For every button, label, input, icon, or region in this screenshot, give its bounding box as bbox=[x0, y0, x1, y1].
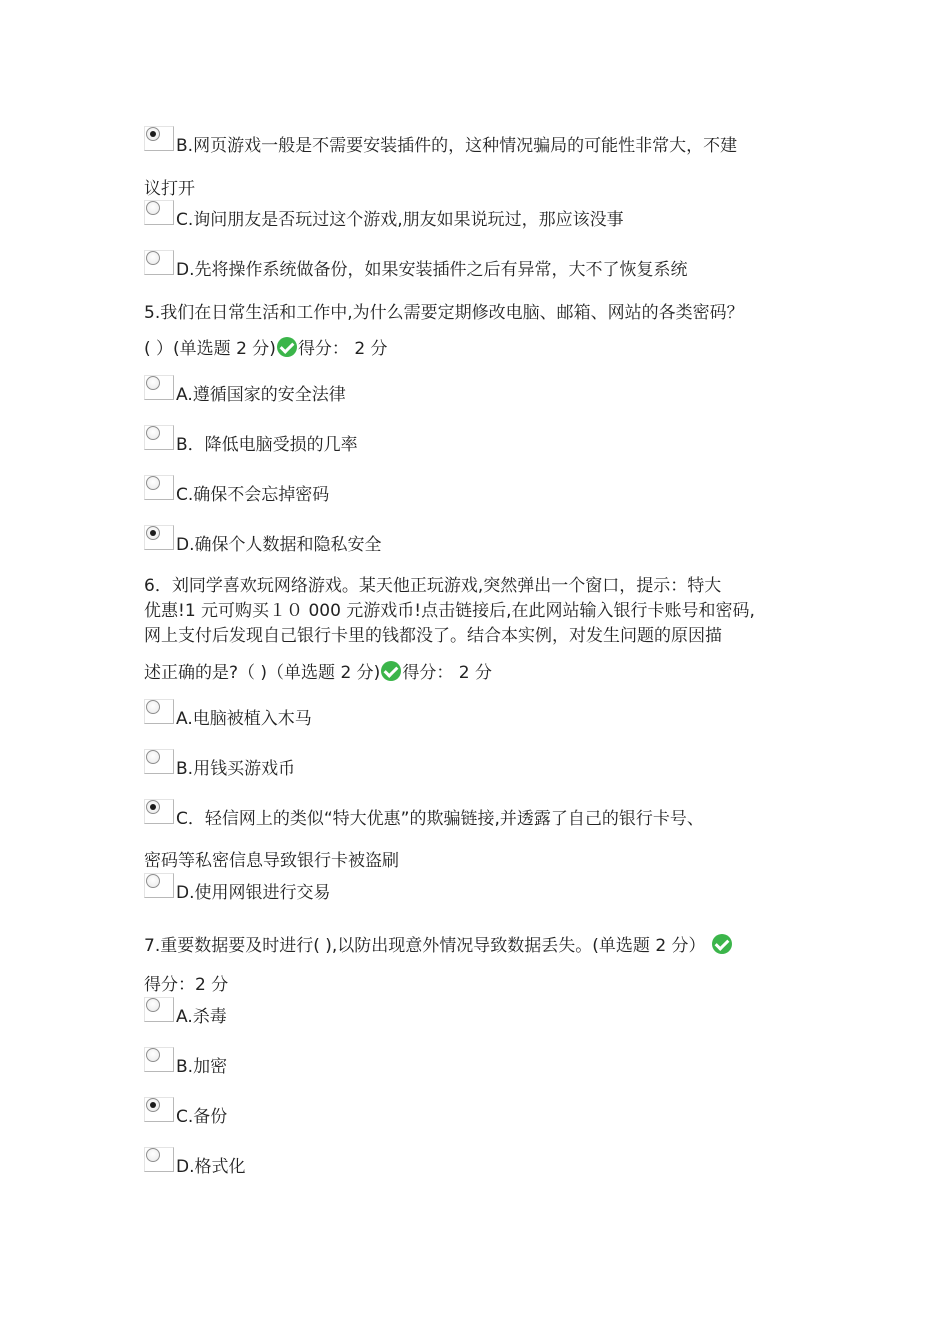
radio-selected-icon[interactable] bbox=[146, 1098, 160, 1112]
option-label: D.格式化 bbox=[176, 1157, 246, 1177]
option-label: D.先将操作系统做备份，如果安装插件之后有异常，大不了恢复系统 bbox=[176, 260, 688, 280]
option-label: B.加密 bbox=[176, 1057, 228, 1077]
option-label: B.用钱买游戏币 bbox=[176, 759, 296, 779]
check-circle-icon bbox=[277, 337, 297, 357]
option-label: D.使用网银进行交易 bbox=[176, 883, 331, 903]
q6-meta bbox=[144, 661, 492, 685]
q7-option-d[interactable] bbox=[144, 1147, 246, 1177]
option-label: C．轻信网上的类似“特大优惠”的欺骗链接,并透露了自己的银行卡号、 bbox=[176, 809, 704, 829]
q5-option-b[interactable] bbox=[144, 425, 358, 455]
q6-option-c[interactable] bbox=[144, 799, 704, 829]
radio-icon[interactable] bbox=[146, 998, 160, 1012]
q6-text-3: 网上支付后发现自己银行卡里的钱都没了。结合本实例，对发生问题的原因描 bbox=[144, 626, 722, 646]
option-label: C.备份 bbox=[176, 1107, 228, 1127]
radio-icon[interactable] bbox=[146, 426, 160, 440]
radio-icon[interactable] bbox=[146, 201, 160, 215]
q7-option-c[interactable] bbox=[144, 1097, 227, 1127]
q6-option-d[interactable] bbox=[144, 873, 331, 903]
check-circle-icon bbox=[381, 661, 401, 681]
radio-selected-icon[interactable] bbox=[146, 127, 160, 141]
q5-option-a[interactable] bbox=[144, 375, 346, 405]
q4-option-d[interactable] bbox=[144, 250, 688, 280]
radio-icon[interactable] bbox=[146, 874, 160, 888]
q5-option-d[interactable] bbox=[144, 525, 382, 555]
q5-score: 得分： 2 分 bbox=[297, 339, 388, 359]
option-label: A.遵循国家的安全法律 bbox=[176, 385, 346, 405]
radio-selected-icon[interactable] bbox=[146, 800, 160, 814]
option-label: D.确保个人数据和隐私安全 bbox=[176, 535, 382, 555]
radio-selected-icon[interactable] bbox=[146, 526, 160, 540]
option-continuation: 密码等私密信息导致银行卡被盗刷 bbox=[144, 851, 399, 871]
q6-score: 得分： 2 分 bbox=[402, 663, 492, 683]
radio-icon[interactable] bbox=[146, 750, 160, 764]
q4-option-c[interactable] bbox=[144, 200, 624, 230]
option-label: B．降低电脑受损的几率 bbox=[176, 435, 358, 455]
q6-text-2: 优惠!1 元可购买１０ 000 元游戏币!点击链接后,在此网站输入银行卡账号和密码, bbox=[144, 601, 755, 621]
q5-option-c[interactable] bbox=[144, 475, 329, 505]
option-label: C.询问朋友是否玩过这个游戏,朋友如果说玩过，那应该没事 bbox=[176, 210, 624, 230]
q6-option-b[interactable] bbox=[144, 749, 295, 779]
radio-icon[interactable] bbox=[146, 476, 160, 490]
q6-option-a[interactable] bbox=[144, 699, 312, 729]
q5-type: ( ）(单选题 2 分) bbox=[144, 339, 276, 359]
option-label: B.网页游戏一般是不需要安装插件的，这种情况骗局的可能性非常大，不建 bbox=[176, 136, 738, 156]
option-continuation: 议打开 bbox=[144, 179, 195, 199]
q7-score: 得分：2 分 bbox=[144, 975, 229, 995]
check-circle-icon bbox=[712, 934, 732, 954]
option-label: A.杀毒 bbox=[176, 1007, 227, 1027]
radio-icon[interactable] bbox=[146, 251, 160, 265]
q6-text-1: 6．刘同学喜欢玩网络游戏。某天他正玩游戏,突然弹出一个窗口，提示：特大 bbox=[144, 576, 722, 596]
q7-text bbox=[144, 934, 733, 958]
q7-question: 7.重要数据要及时进行( ),以防出现意外情况导致数据丢失。(单选题 2 分） bbox=[144, 936, 706, 956]
radio-icon[interactable] bbox=[146, 1048, 160, 1062]
option-label: C.确保不会忘掉密码 bbox=[176, 485, 330, 505]
radio-icon[interactable] bbox=[146, 1148, 160, 1162]
q6-type: 述正确的是?（ )（单选题 2 分) bbox=[144, 663, 381, 683]
option-label: A.电脑被植入木马 bbox=[176, 709, 312, 729]
q4-option-b[interactable] bbox=[144, 126, 737, 156]
q7-option-b[interactable] bbox=[144, 1047, 227, 1077]
q7-option-a[interactable] bbox=[144, 997, 227, 1027]
q5-text: 5.我们在日常生活和工作中,为什么需要定期修改电脑、邮箱、网站的各类密码？ bbox=[144, 303, 744, 323]
radio-icon[interactable] bbox=[146, 376, 160, 390]
radio-icon[interactable] bbox=[146, 700, 160, 714]
q5-meta bbox=[144, 337, 388, 361]
